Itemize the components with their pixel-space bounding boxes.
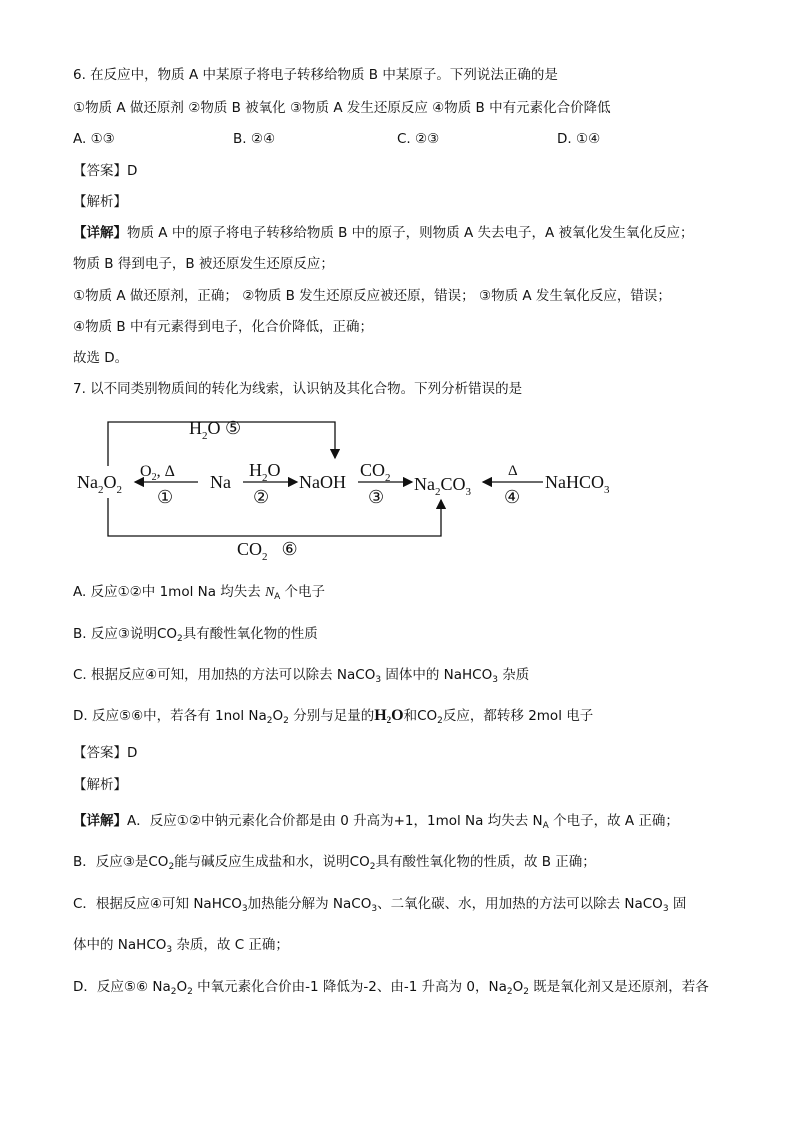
q6-option-d: D. ①④ — [557, 131, 601, 147]
q7-detail-2b: CO — [148, 854, 169, 870]
q7-detail-3c: 加热能分解为 NaCO — [247, 896, 372, 912]
q7-option-a-text: A. 反应①②中 1mol Na 均失去 — [73, 584, 266, 600]
reaction-6-label: $CO_2$ ⑥ — [237, 539, 298, 562]
q7-option-b-co: CO — [156, 626, 178, 642]
q6-detail-line-3 — [73, 287, 671, 305]
reaction-3-conditions: $CO_2$ — [360, 460, 391, 484]
q7-detail-4c: 杂质，故 C 正确； — [172, 937, 289, 953]
q7-detail-2d: 能与碱反应生成盐和水，说明 — [174, 854, 350, 870]
q7-option-d-and: 和 — [403, 708, 418, 724]
nahco3-formula: NaHCO$_3$ — [545, 472, 610, 496]
na-formula: Na — [210, 472, 231, 492]
q7-detail-line-4 — [73, 936, 289, 954]
q7-reaction-diagram — [73, 412, 633, 562]
q7-detail-3e: 、二氧化碳、水，用加热的方法可以除去 NaCO — [377, 896, 663, 912]
q7-analysis-label: 【解析】 — [73, 777, 127, 793]
q6-detail-3b: ②物质 B 发生还原反应被还原，错误； — [242, 288, 475, 304]
q6-statements: ①物质 A 做还原剂 ②物质 B 被氧化 ③物质 A 发生还原反应 ④物质 B 中有元素化合价降低 — [73, 100, 611, 116]
q7-detail-3f: 3 — [662, 904, 669, 914]
q7-detail-1-text: A．反应①②中钠元素化合价都是由 0 升高为+1，1mol Na 均失去 N — [127, 813, 543, 829]
q7-detail-5b: 2 — [170, 987, 177, 997]
q7-detail-5d: 2 — [187, 987, 193, 997]
na2co3-formula: $Na_2CO_3$ — [414, 474, 472, 498]
q6-option-c: C. ②③ — [397, 131, 440, 147]
q6-option-b: B. ②④ — [233, 131, 276, 147]
q7-option-c-rest: 杂质 — [497, 667, 530, 683]
q6-detail-line-1 — [73, 224, 694, 242]
q6-detail-1-text: 物质 A 中的原子将电子转移给物质 B 中的原子，则物质 A 失去电子，A 被氧化发生氧化反应； — [127, 225, 694, 241]
q6-detail-3c: ③物质 A 发生氧化反应，错误； — [478, 288, 671, 304]
q7-option-b-text: B. 反应③说明 — [73, 626, 157, 642]
q7-answer: 【答案】D — [73, 745, 138, 761]
q7-option-d-o: O — [272, 708, 284, 724]
q7-option-d-h: H — [374, 707, 387, 724]
q7-option-d-co: CO — [417, 708, 438, 724]
q7-option-b — [73, 625, 318, 643]
q7-option-d-co-sub: 2 — [437, 716, 443, 726]
q6-conclusion: 故选 D。 — [73, 350, 129, 366]
q7-option-a-n: N — [265, 584, 275, 599]
q7-option-c-text: C. 根据反应④可知，用加热的方法可以除去 NaCO — [73, 667, 376, 683]
q7-detail-line-1 — [73, 812, 679, 830]
q7-option-d-h2o-o: O — [391, 707, 404, 724]
q6-detail-3a: ①物质 A 做还原剂，正确； — [73, 288, 238, 304]
q7-detail-3a: C．根据反应④可知 NaHCO — [73, 896, 242, 912]
q7-detail-3b: 3 — [241, 904, 248, 914]
q7-detail-line-2 — [73, 853, 596, 871]
reaction-4-number: ④ — [504, 487, 521, 507]
q7-detail-5c: O — [176, 979, 188, 995]
q7-option-c-mid: 固体中的 NaHCO — [381, 667, 493, 683]
q7-detail-4b: 3 — [166, 945, 173, 955]
q6-detail-tag: 【详解】 — [73, 225, 127, 241]
q7-option-a-rest: 个电子 — [280, 584, 326, 600]
q7-detail-3g: 固 — [668, 896, 687, 912]
q7-option-d-mid: 分别与足量的 — [288, 708, 375, 724]
q6-stem: 6. 在反应中，物质 A 中某原子将电子转移给物质 B 中某原子。下列说法正确的是 — [73, 67, 558, 83]
reaction-1-conditions: $O_2$, Δ — [140, 463, 175, 483]
q7-detail-1-sub: A — [542, 821, 549, 831]
q7-detail-2a: B．反应③是 — [73, 854, 149, 870]
q7-detail-line-5 — [73, 978, 709, 996]
naoh-formula: NaOH — [299, 472, 346, 492]
q6-analysis-label: 【解析】 — [73, 194, 127, 210]
q7-detail-2c: 2 — [168, 862, 175, 872]
q7-detail-5e: 中氧元素化合价由-1 降低为-2、由-1 升高为 0，Na — [192, 979, 507, 995]
q7-detail-2g: 具有酸性氧化物的性质，故 B 正确； — [375, 854, 596, 870]
q7-detail-5h: 2 — [523, 987, 529, 997]
q6-detail-line-4: ④物质 B 中有元素得到电子，化合价降低，正确； — [73, 319, 373, 335]
reaction-2-conditions: $H_2O$ — [249, 460, 281, 484]
reaction-4-conditions: Δ — [508, 463, 518, 479]
q7-detail-5i: 既是氧化剂又是还原剂，若各 — [529, 979, 709, 995]
q7-detail-1-rest: 个电子，故 A 正确； — [548, 813, 679, 829]
q7-detail-2f: 2 — [369, 862, 376, 872]
q7-detail-2e: CO — [349, 854, 370, 870]
q7-option-d-sub2: 2 — [283, 716, 289, 726]
reaction-3-number: ③ — [368, 487, 385, 507]
q7-option-a-n-sub: A — [274, 592, 281, 602]
q7-detail-5g: O — [512, 979, 524, 995]
q7-detail-3d: 3 — [371, 904, 378, 914]
q7-option-d-h2o — [374, 707, 403, 724]
q7-option-d-text: D. 反应⑤⑥中，若各有 1nol Na — [73, 708, 267, 724]
q7-option-c-sub1: 3 — [375, 675, 382, 685]
q7-option-b-sub: 2 — [177, 634, 183, 644]
q7-option-b-rest: 具有酸性氧化物的性质 — [182, 626, 318, 642]
q7-option-d-sub1: 2 — [266, 716, 273, 726]
q7-detail-5f: 2 — [506, 987, 513, 997]
reaction-1-number: ① — [157, 487, 174, 507]
q7-detail-line-3 — [73, 895, 686, 913]
q6-option-a: A. ①③ — [73, 131, 115, 147]
q7-option-d-h-sub: 2 — [386, 715, 392, 725]
q7-option-d-rest: 反应，都转移 2mol 电子 — [442, 708, 594, 724]
q7-detail-4a: 体中的 NaHCO — [73, 937, 167, 953]
q6-answer: 【答案】D — [73, 163, 138, 179]
q7-option-c-sub2: 3 — [492, 675, 498, 685]
q7-detail-5a: D．反应⑤⑥ Na — [73, 979, 171, 995]
q7-option-d — [73, 707, 593, 725]
q7-option-c — [73, 666, 529, 684]
reaction-2-number: ② — [253, 487, 270, 507]
q7-detail-tag: 【详解】 — [73, 813, 127, 829]
q6-detail-line-2: 物质 B 得到电子，B 被还原发生还原反应； — [73, 256, 334, 272]
na2o2-formula: $Na_2O_2$ — [77, 472, 122, 496]
q7-stem: 7. 以不同类别物质间的转化为线索，认识钠及其化合物。下列分析错误的是 — [73, 381, 523, 397]
q7-option-a — [73, 583, 325, 601]
reaction-5-label: $H_2O$ ⑤ — [189, 418, 242, 442]
